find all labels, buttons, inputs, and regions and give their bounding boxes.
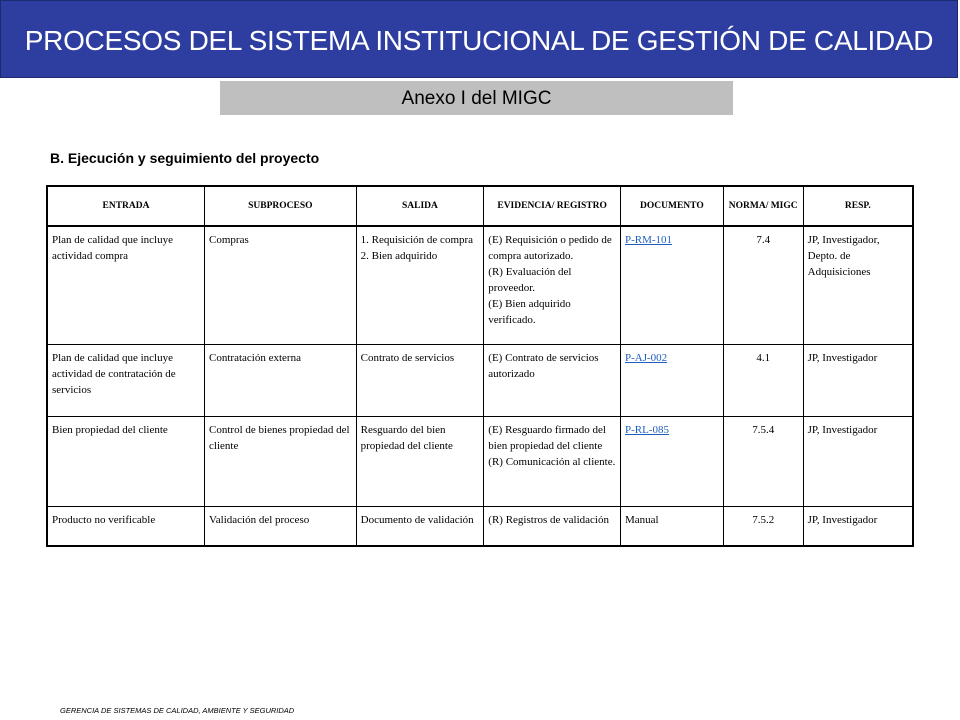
column-header-evidencia: EVIDENCIA/ REGISTRO [484, 186, 621, 226]
cell-norma: 7.5.2 [723, 506, 803, 546]
evidencia-text: (E) Resguardo firmado del bien propiedad del cliente (R) Comunicación al cliente. [488, 423, 616, 468]
document-link[interactable]: P-RM-101 [624, 234, 673, 246]
cell-salida [356, 506, 484, 546]
section-title: B. Ejecución y seguimiento del proyecto [50, 150, 320, 166]
cell-evidencia [484, 344, 621, 416]
process-table [46, 185, 914, 547]
cell-documento [620, 416, 723, 506]
cell-norma: 7.4 [723, 226, 803, 344]
document-link[interactable]: P-RL-085 [624, 423, 669, 436]
cell-norma: 4.1 [723, 344, 803, 416]
cell-documento: Manual [620, 506, 723, 546]
table-row [47, 344, 913, 416]
evidencia-text: (R) Registros de validación [488, 513, 609, 526]
cell-entrada: Plan de calidad que incluye actividad de contratación de servicios [47, 344, 205, 416]
cell-entrada: Producto no verificable [47, 506, 205, 546]
cell-evidencia [484, 506, 621, 546]
cell-documento [620, 344, 723, 416]
column-header-salida: SALIDA [356, 186, 484, 226]
annex-label: Anexo I del MIGC [220, 81, 733, 115]
footer-text: GERENCIA DE SISTEMAS DE CALIDAD, AMBIENTE Y SEGURIDAD [60, 706, 295, 715]
cell-resp: JP, Investigador [803, 344, 913, 416]
cell-subproceso: Validación del proceso [205, 506, 357, 546]
cell-salida [356, 416, 484, 506]
salida-text: 1. Requisición de compra 2. Bien adquirido [360, 234, 474, 262]
table-row [47, 506, 913, 546]
salida-text: Resguardo del bien propiedad del cliente [360, 423, 453, 452]
cell-salida [356, 344, 484, 416]
cell-norma: 7.5.4 [723, 416, 803, 506]
column-header-resp: RESP. [803, 186, 913, 226]
salida-text: Documento de validación [360, 513, 474, 526]
cell-evidencia [484, 416, 621, 506]
column-header-entrada: ENTRADA [47, 186, 205, 226]
document-link[interactable]: P-AJ-002 [624, 351, 668, 364]
cell-evidencia [484, 226, 621, 344]
cell-subproceso: Control de bienes propiedad del cliente [205, 416, 357, 506]
cell-resp: JP, Investigador [803, 506, 913, 546]
table-header-row [47, 186, 913, 226]
salida-text: Contrato de servicios [360, 351, 455, 364]
table-row [47, 226, 913, 344]
evidencia-text: (E) Requisición o pedido de compra autorizado. (R) Evaluación del proveedor. (E) Bien adquirido verificado. [488, 234, 612, 326]
evidencia-text: (E) Contrato de servicios autorizado [488, 351, 599, 380]
cell-salida [356, 226, 484, 344]
cell-entrada: Plan de calidad que incluye actividad compra [47, 226, 205, 344]
table-row [47, 416, 913, 506]
column-header-norma: NORMA/ MIGC [723, 186, 803, 226]
cell-entrada: Bien propiedad del cliente [47, 416, 205, 506]
column-header-subproceso: SUBPROCESO [205, 186, 357, 226]
page-title: PROCESOS DEL SISTEMA INSTITUCIONAL DE GESTIÓN DE CALIDAD [24, 25, 934, 56]
cell-subproceso: Contratación externa [205, 344, 357, 416]
column-header-documento: DOCUMENTO [620, 186, 723, 226]
cell-subproceso: Compras [205, 226, 357, 344]
cell-resp: JP, Investigador, Depto. de Adquisiciones [803, 226, 913, 344]
cell-resp: JP, Investigador [803, 416, 913, 506]
cell-documento [620, 226, 723, 344]
